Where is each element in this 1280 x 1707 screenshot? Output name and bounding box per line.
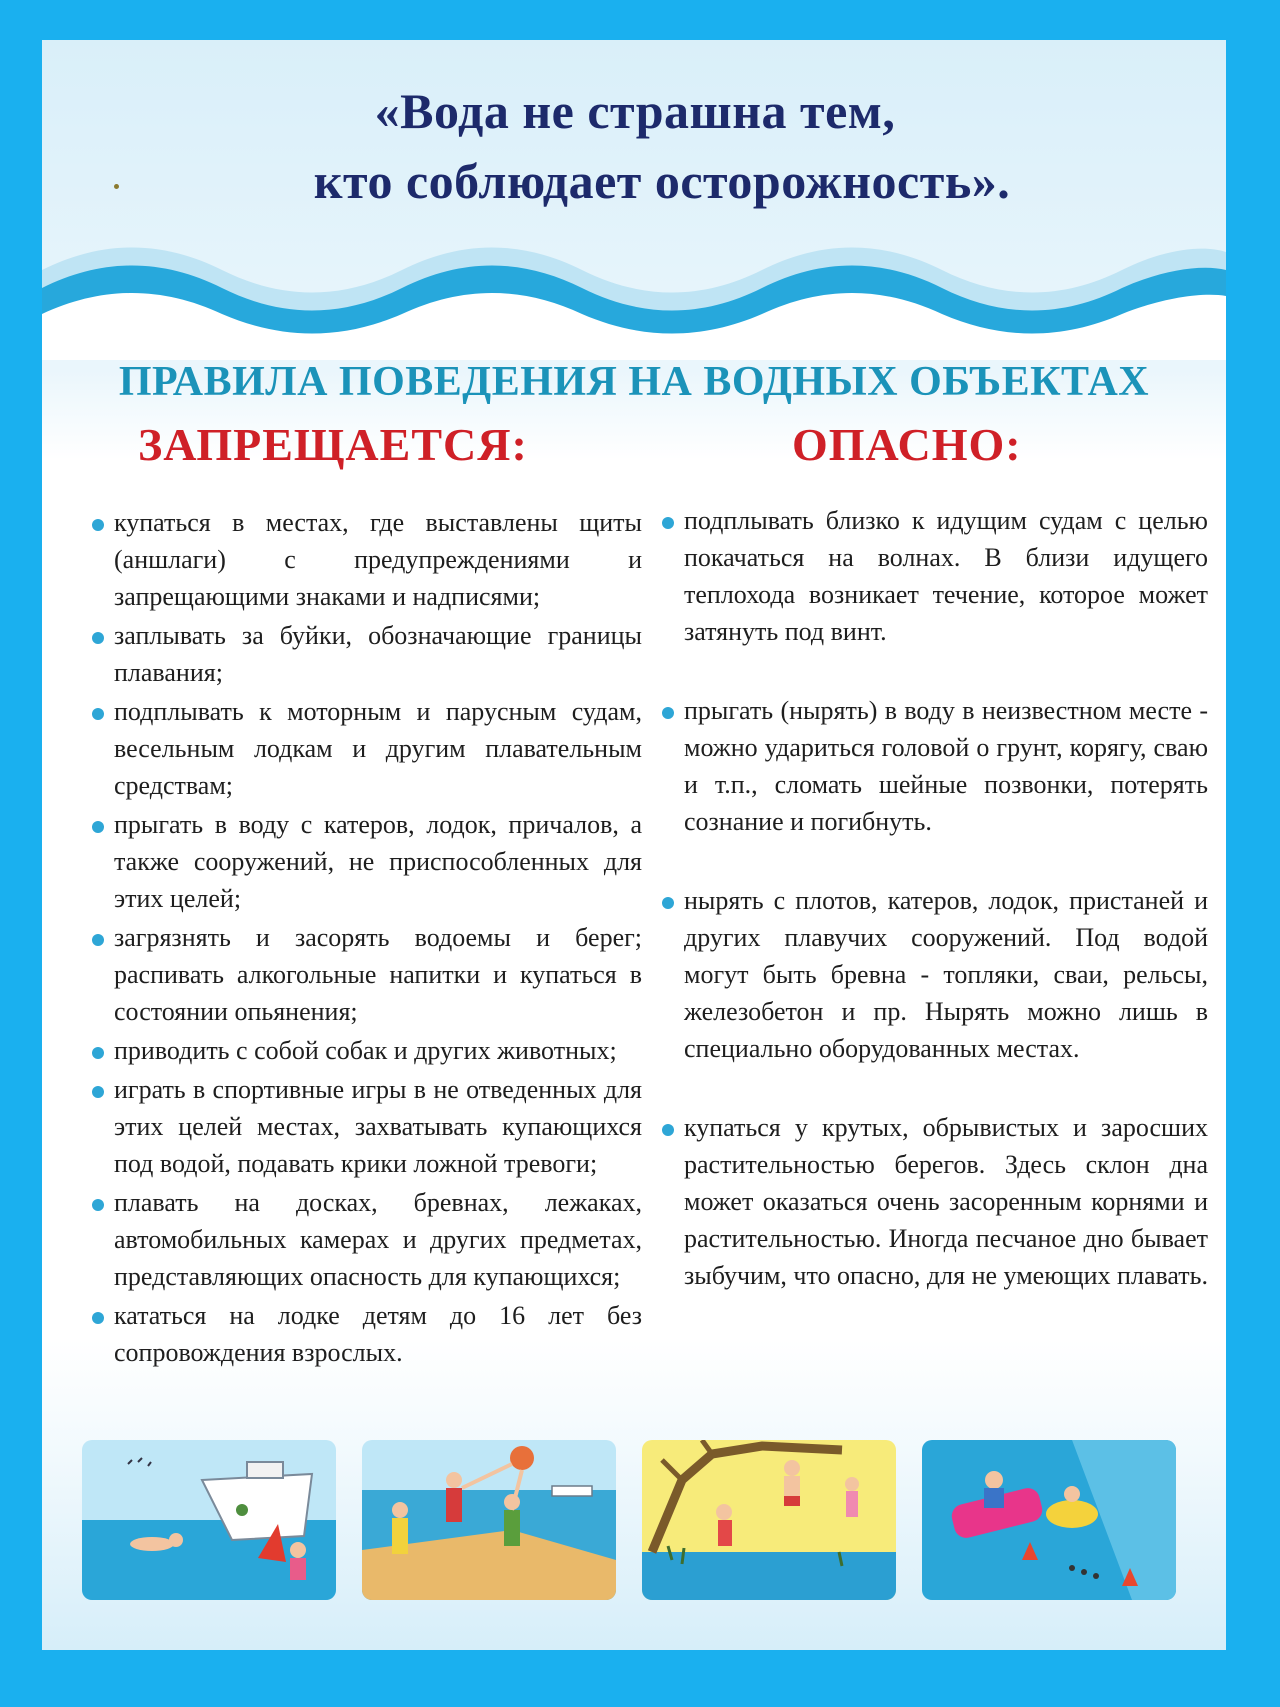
bullet-icon <box>92 632 104 644</box>
dangerous-title: ОПАСНО: <box>792 419 1022 470</box>
bullet-icon <box>662 1124 674 1136</box>
illustration-tree-jump <box>642 1440 896 1600</box>
bullet-icon <box>92 821 104 833</box>
ball-game-picture <box>362 1440 616 1600</box>
bullet-icon <box>662 707 674 719</box>
illustration-floats <box>922 1440 1176 1600</box>
bullet-icon <box>92 1086 104 1098</box>
forbidden-item: кататься на лодке детям до 16 лет без сопровождения взрослых. <box>92 1297 642 1371</box>
bullet-icon <box>92 1312 104 1324</box>
forbidden-item: играть в спортивные игры в не отведенных для этих целей местах, захватывать купающихся под водой, подавать крики ложной тревоги; <box>92 1071 642 1182</box>
poster <box>42 40 1226 1650</box>
forbidden-item: заплывать за буйки, обозначающие границы плавания; <box>92 617 642 691</box>
dot-mark <box>114 184 119 189</box>
title-line-2: кто соблюдает осторожность». <box>313 153 1011 209</box>
dangerous-item: купаться у крутых, обрывистых и заросших растительностью берегов. Здесь склон дна может оказаться очень засоренным корнями и растительностью. Иногда песчаное дно бывает зыбучим, что опасно, для не умеющих плавать. <box>662 1109 1208 1294</box>
illustration-ball-game <box>362 1440 616 1600</box>
title-line-1: «Вода не страшна тем, <box>374 83 896 139</box>
forbidden-list <box>92 504 642 1373</box>
bullet-icon <box>92 519 104 531</box>
forbidden-item: приводить с собой собак и других животных; <box>92 1032 642 1069</box>
dangerous-list <box>662 502 1208 1336</box>
bullet-icon <box>92 934 104 946</box>
bullet-icon <box>662 517 674 529</box>
tree-jump-picture <box>642 1440 896 1600</box>
forbidden-item: прыгать в воду с катеров, лодок, причалов, а также сооружений, не приспособленных для этих целей; <box>92 806 642 917</box>
ship-swimmers-picture <box>82 1440 336 1600</box>
floats-picture <box>922 1440 1176 1600</box>
forbidden-item: подплывать к моторным и парусным судам, весельным лодкам и другим плавательным средствам; <box>92 693 642 804</box>
dangerous-item: нырять с плотов, катеров, лодок, пристаней и других плавучих сооружений. Под водой могут быть бревна - топляки, сваи, рельсы, железобетон и пр. Нырять можно лишь в специально оборудованных местах. <box>662 882 1208 1067</box>
forbidden-item: плавать на досках, бревнах, лежаках, автомобильных камерах и других предметах, представляющих опасность для купающихся; <box>92 1184 642 1295</box>
forbidden-item: загрязнять и засорять водоемы и берег; распивать алкогольные напитки и купаться в состоянии опьянения; <box>92 919 642 1030</box>
bullet-icon <box>92 1047 104 1059</box>
forbidden-title: ЗАПРЕЩАЕТСЯ: <box>138 419 528 470</box>
bullet-icon <box>92 1199 104 1211</box>
rules-heading: ПРАВИЛА ПОВЕДЕНИЯ НА ВОДНЫХ ОБЪЕКТАХ <box>118 359 1150 405</box>
dangerous-item: прыгать (нырять) в воду в неизвестном месте - можно удариться головой о грунт, корягу, сваю и т.п., сломать шейные позвонки, потерять сознание и погибнуть. <box>662 692 1208 840</box>
forbidden-item: купаться в местах, где выставлены щиты (аншлаги) с предупреждениями и запрещающими знаками и надписями; <box>92 504 642 615</box>
bullet-icon <box>92 708 104 720</box>
illustration-ship-swimmers <box>82 1440 336 1600</box>
dangerous-item: подплывать близко к идущим судам с целью покачаться на волнах. В близи идущего теплохода возникает течение, которое может затянуть под винт. <box>662 502 1208 650</box>
bullet-icon <box>662 897 674 909</box>
wave-decoration <box>42 230 1226 360</box>
poster-title <box>42 76 1226 216</box>
